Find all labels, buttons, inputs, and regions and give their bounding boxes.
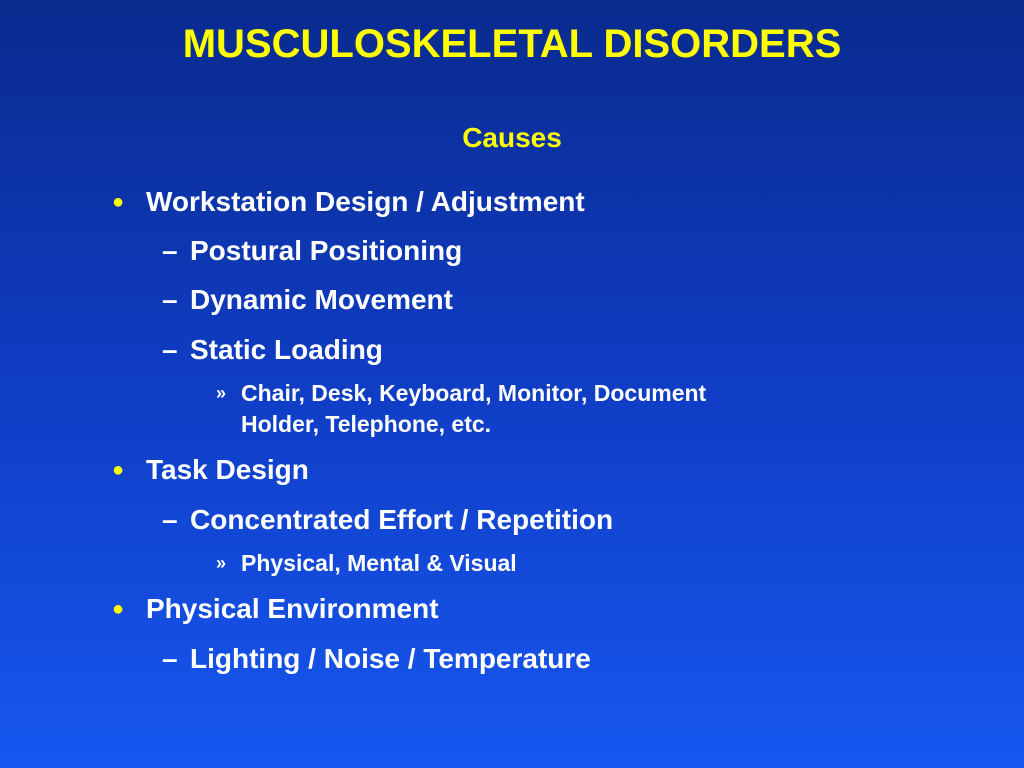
subsubbullet-workstation-items (216, 378, 841, 440)
dash-icon: – (162, 504, 178, 535)
bullet-text: Workstation Design / Adjustment (146, 186, 585, 217)
bullet-physical-environment (112, 592, 439, 626)
subbullet-static-loading (162, 333, 383, 367)
subbullet-text: Postural Positioning (190, 235, 463, 266)
subsubbullet-text: Physical, Mental & Visual (241, 550, 517, 576)
dash-icon: – (162, 284, 178, 315)
subbullet-lighting-noise-temperature (162, 642, 591, 676)
subsubbullet-line-1: Chair, Desk, Keyboard, Monitor, Document (241, 380, 707, 406)
bullet-dot-icon: ● (112, 598, 125, 620)
dash-icon: – (162, 235, 178, 266)
subbullet-postural-positioning (162, 234, 462, 268)
subbullet-text: Dynamic Movement (190, 284, 453, 315)
bullet-text: Physical Environment (146, 593, 439, 624)
subsubbullet-line-2: Holder, Telephone, etc. (241, 411, 492, 437)
subsubbullet-physical-mental-visual (216, 548, 517, 579)
bullet-dot-icon: ● (112, 459, 125, 481)
bullet-workstation-design (112, 185, 585, 219)
slide-title: MUSCULOSKELETAL DISORDERS (182, 22, 842, 66)
subbullet-dynamic-movement (162, 283, 453, 317)
subbullet-concentrated-effort (162, 503, 613, 537)
double-chevron-icon: » (216, 553, 227, 573)
bullet-task-design (112, 453, 309, 487)
subbullet-text: Lighting / Noise / Temperature (190, 643, 591, 674)
dash-icon: – (162, 334, 178, 365)
dash-icon: – (162, 643, 178, 674)
double-chevron-icon: » (216, 383, 227, 403)
subsubbullet-text (241, 378, 841, 440)
subbullet-text: Static Loading (190, 334, 383, 365)
bullet-text: Task Design (146, 454, 309, 485)
slide-subtitle: Causes (462, 122, 562, 153)
bullet-dot-icon: ● (112, 191, 125, 213)
subbullet-text: Concentrated Effort / Repetition (190, 504, 614, 535)
